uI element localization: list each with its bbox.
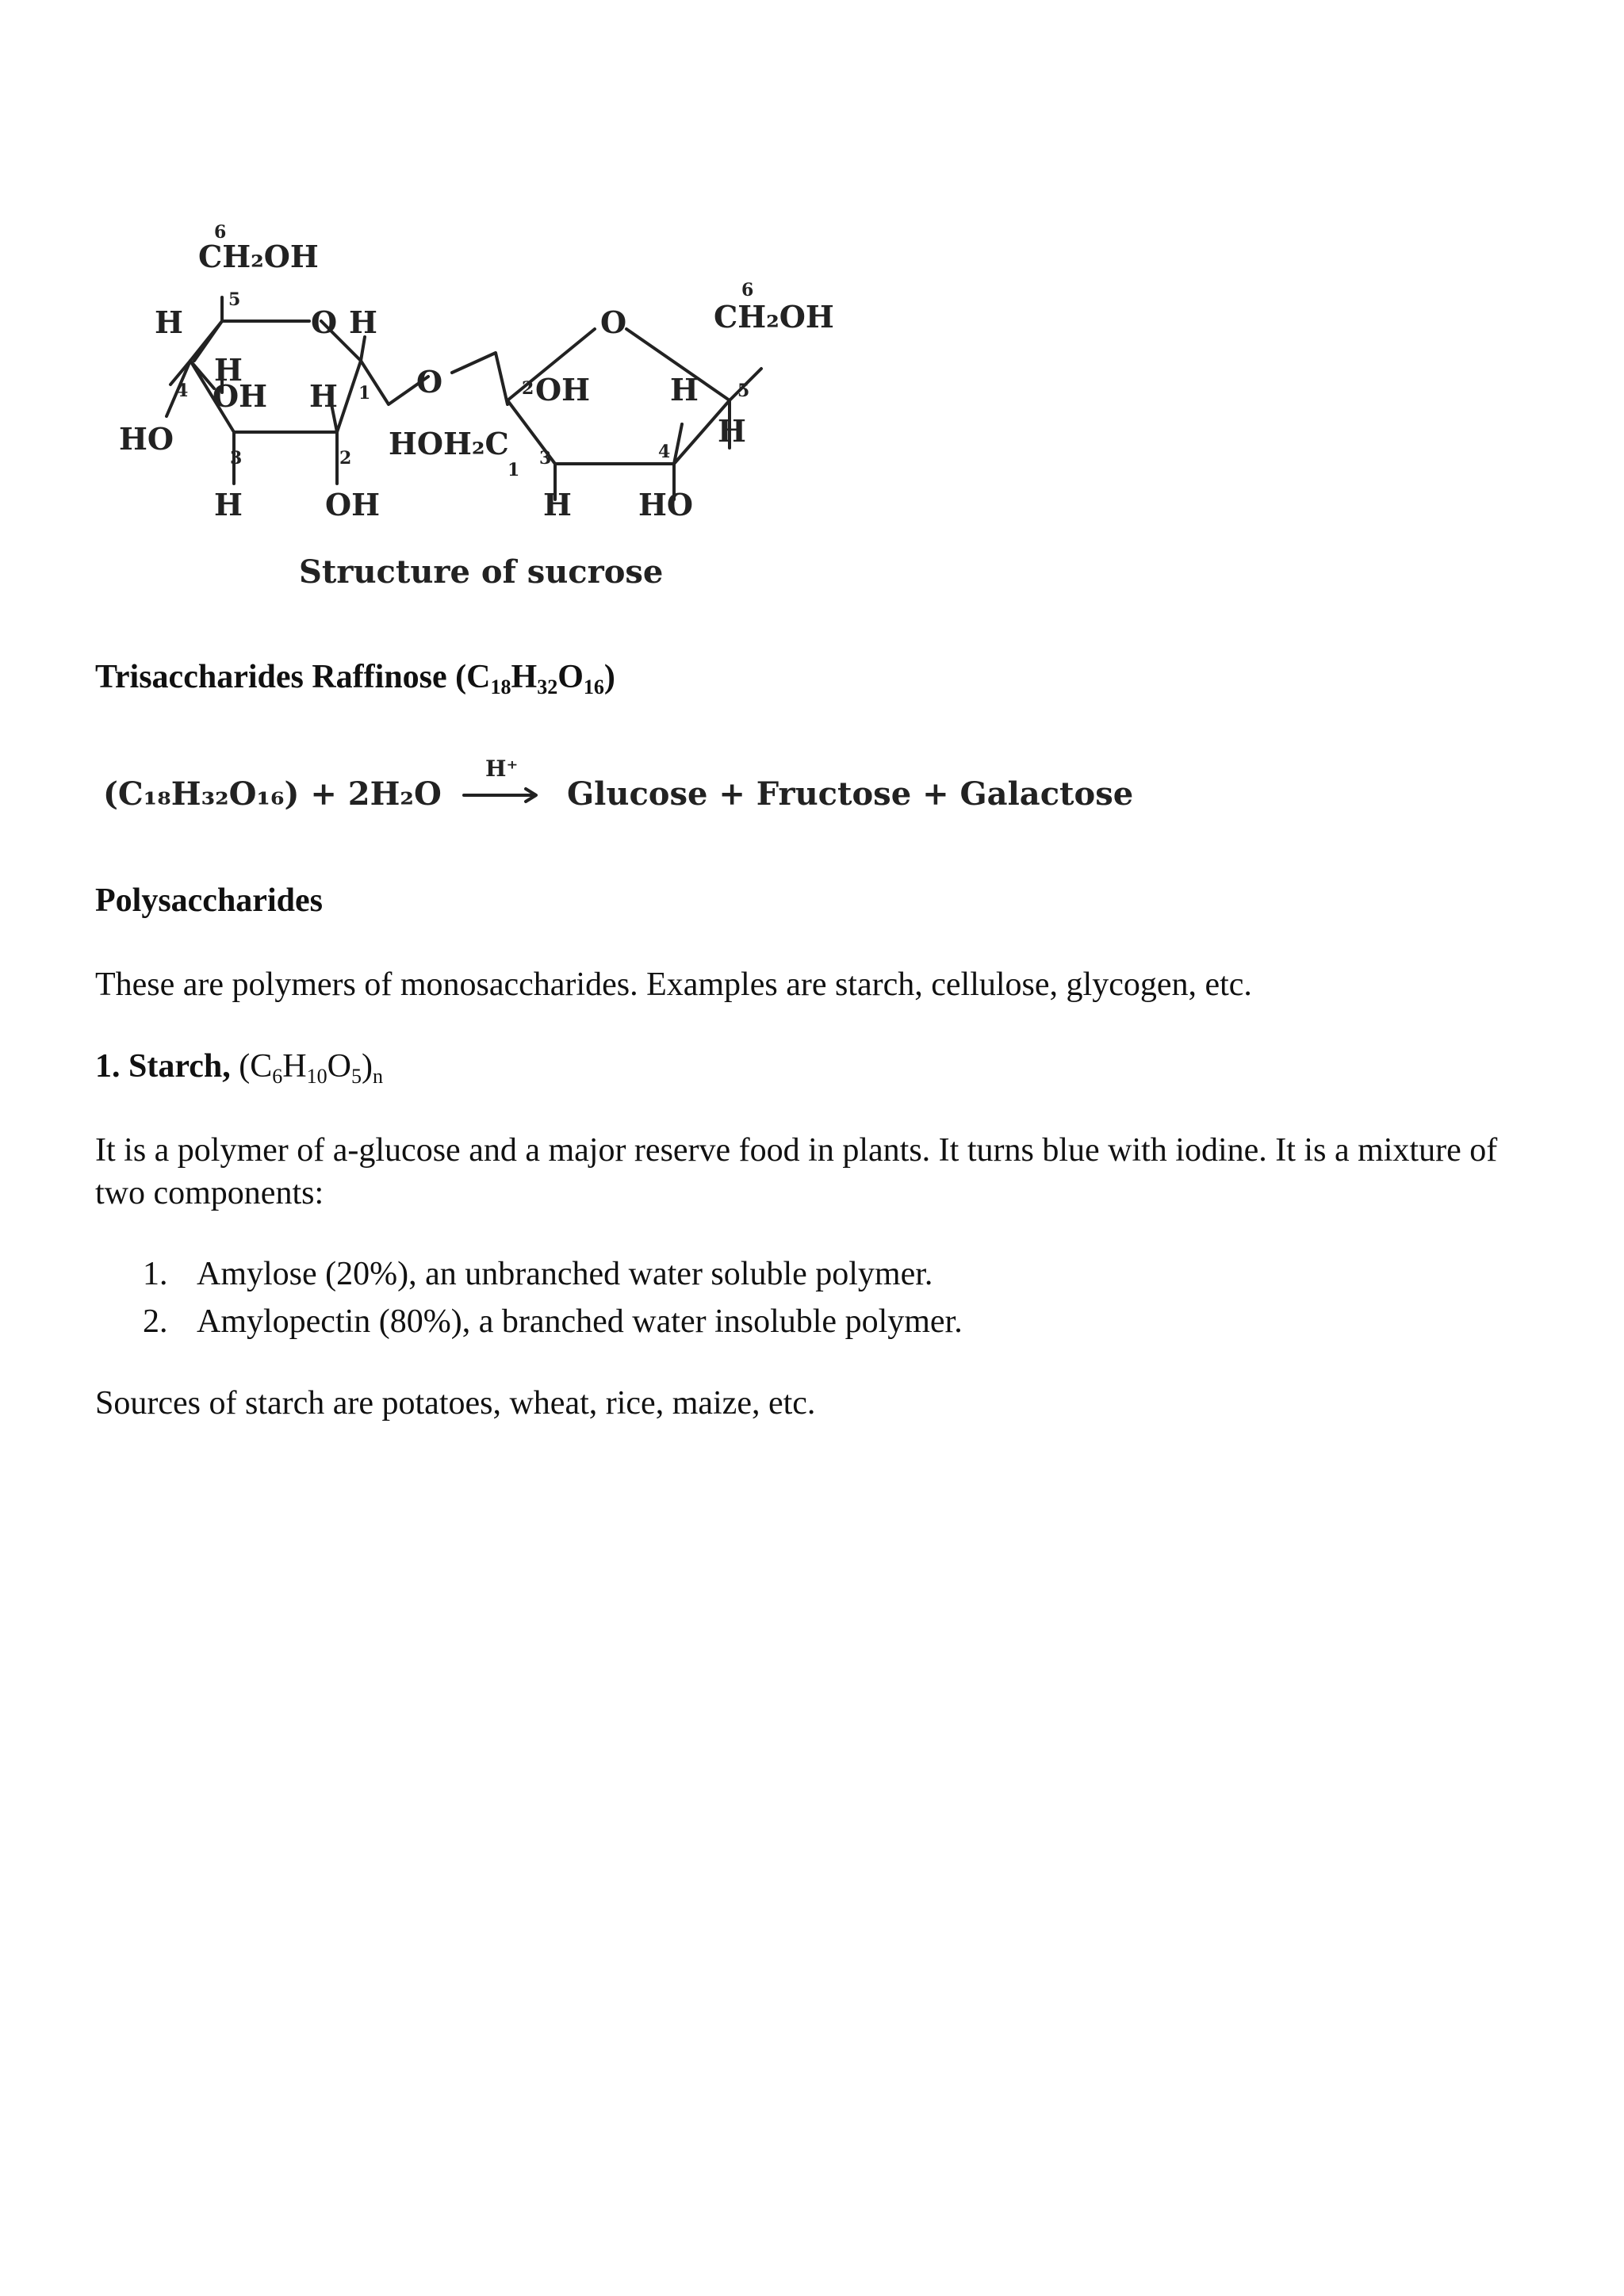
- fructose-c1-number: 1: [508, 460, 520, 480]
- starch-formula-o: O: [327, 1048, 351, 1085]
- glucose-ring-o-label: O: [311, 304, 338, 340]
- equation-reactants: (C₁₈H₃₂O₁₆) + 2H₂O: [103, 775, 442, 813]
- fructose-c5-number: 5: [737, 381, 750, 401]
- starch-sources: Sources of starch are potatoes, wheat, rice, maize, etc.: [95, 1385, 816, 1422]
- list-item-text: Amylose (20%), an unbranched water soluble polymer.: [197, 1256, 933, 1292]
- glycosidic-o-label: O: [416, 364, 443, 400]
- formula-close: ): [603, 659, 615, 695]
- glucose-h1-label: H: [309, 378, 338, 414]
- fructose-ho4-label: HO: [638, 487, 694, 522]
- glucose-oh2-label: OH: [325, 487, 381, 522]
- glucose-c4-number: 4: [176, 381, 189, 401]
- list-item-text: Amylopectin (80%), a branched water insoluble polymer.: [197, 1303, 963, 1340]
- glucose-h4-label: H: [214, 352, 243, 388]
- starch-formula-close: ): [361, 1048, 373, 1085]
- polysaccharides-heading: Polysaccharides: [95, 882, 323, 919]
- glucose-c5-number: 5: [228, 289, 241, 310]
- glucose-oh4-label: OH: [213, 378, 268, 414]
- list-item-number: 1.: [143, 1256, 168, 1292]
- formula-h: H: [511, 659, 538, 695]
- formula-sub-16: 16: [583, 675, 604, 698]
- glucose-c1-number: 1: [358, 383, 371, 404]
- formula-o: O: [557, 659, 584, 695]
- starch-formula-sub-10: 10: [306, 1064, 327, 1088]
- raffinose-hydrolysis-equation: [103, 757, 1150, 828]
- starch-heading: [95, 1045, 1538, 1098]
- equation-products: Glucose + Fructose + Galactose: [567, 775, 1134, 813]
- trisaccharides-heading-text: Trisaccharides Raffinose (C: [95, 659, 491, 695]
- glucose-ch2oh-label: CH₂OH: [198, 239, 319, 274]
- fructose-ring-o-label: O: [600, 304, 627, 340]
- fructose-c6-number: 6: [741, 280, 754, 300]
- glucose-h-top-right-label: H: [349, 304, 377, 340]
- starch-description: It is a polymer of a-glucose and a major reserve food in plants. It turns blue with iodine. It is a mixture of two components:: [95, 1132, 1498, 1211]
- glucose-c2-number: 2: [339, 448, 352, 469]
- fructose-oh-label: OH: [535, 372, 591, 408]
- starch-formula-sub-n: n: [372, 1064, 383, 1088]
- glucose-c4-bond: [190, 361, 214, 388]
- starch-formula-sub-6: 6: [272, 1064, 283, 1088]
- glucose-ho-label: HO: [119, 421, 174, 457]
- glucose-c3-number: 3: [230, 448, 243, 469]
- figure-caption: Structure of sucrose: [299, 553, 664, 591]
- glucose-h3-label: H: [214, 487, 243, 522]
- starch-components-list: [143, 1250, 963, 1345]
- starch-formula-prefix: (C: [230, 1048, 273, 1085]
- fructose-h-top-label: H: [670, 372, 699, 408]
- glycosidic-bond-2: [452, 353, 508, 404]
- glucose-h1-bond: [361, 337, 365, 361]
- fructose-c4-number: 4: [658, 442, 671, 462]
- list-item: [143, 1250, 963, 1298]
- polysaccharides-description: These are polymers of monosaccharides. Examples are starch, cellulose, glycogen, etc.: [95, 966, 1252, 1003]
- glucose-c6-number: 6: [214, 222, 227, 243]
- fructose-h3-label: H: [543, 487, 572, 522]
- starch-formula-sub-5: 5: [350, 1064, 362, 1088]
- glucose-h-left-label: H: [155, 304, 183, 340]
- formula-sub-32: 32: [537, 675, 558, 698]
- fructose-ch2oh-label: CH₂OH: [714, 299, 834, 335]
- fructose-c3-number: 3: [539, 448, 552, 469]
- starch-heading-label: 1. Starch,: [95, 1048, 231, 1085]
- trisaccharides-heading: [95, 658, 615, 699]
- fructose-h5-label: H: [718, 413, 746, 449]
- starch-formula-h: H: [282, 1048, 307, 1085]
- formula-sub-18: 18: [490, 675, 511, 698]
- fructose-c2-number: 2: [522, 378, 534, 399]
- sucrose-structure-figure: [103, 202, 896, 614]
- sucrose-structure-diagram: [103, 202, 896, 614]
- list-item-number: 2.: [143, 1303, 168, 1340]
- fructose-hoh2c-label: HOH₂C: [389, 426, 509, 461]
- list-item: [143, 1298, 963, 1345]
- equation-catalyst: H⁺: [485, 757, 519, 782]
